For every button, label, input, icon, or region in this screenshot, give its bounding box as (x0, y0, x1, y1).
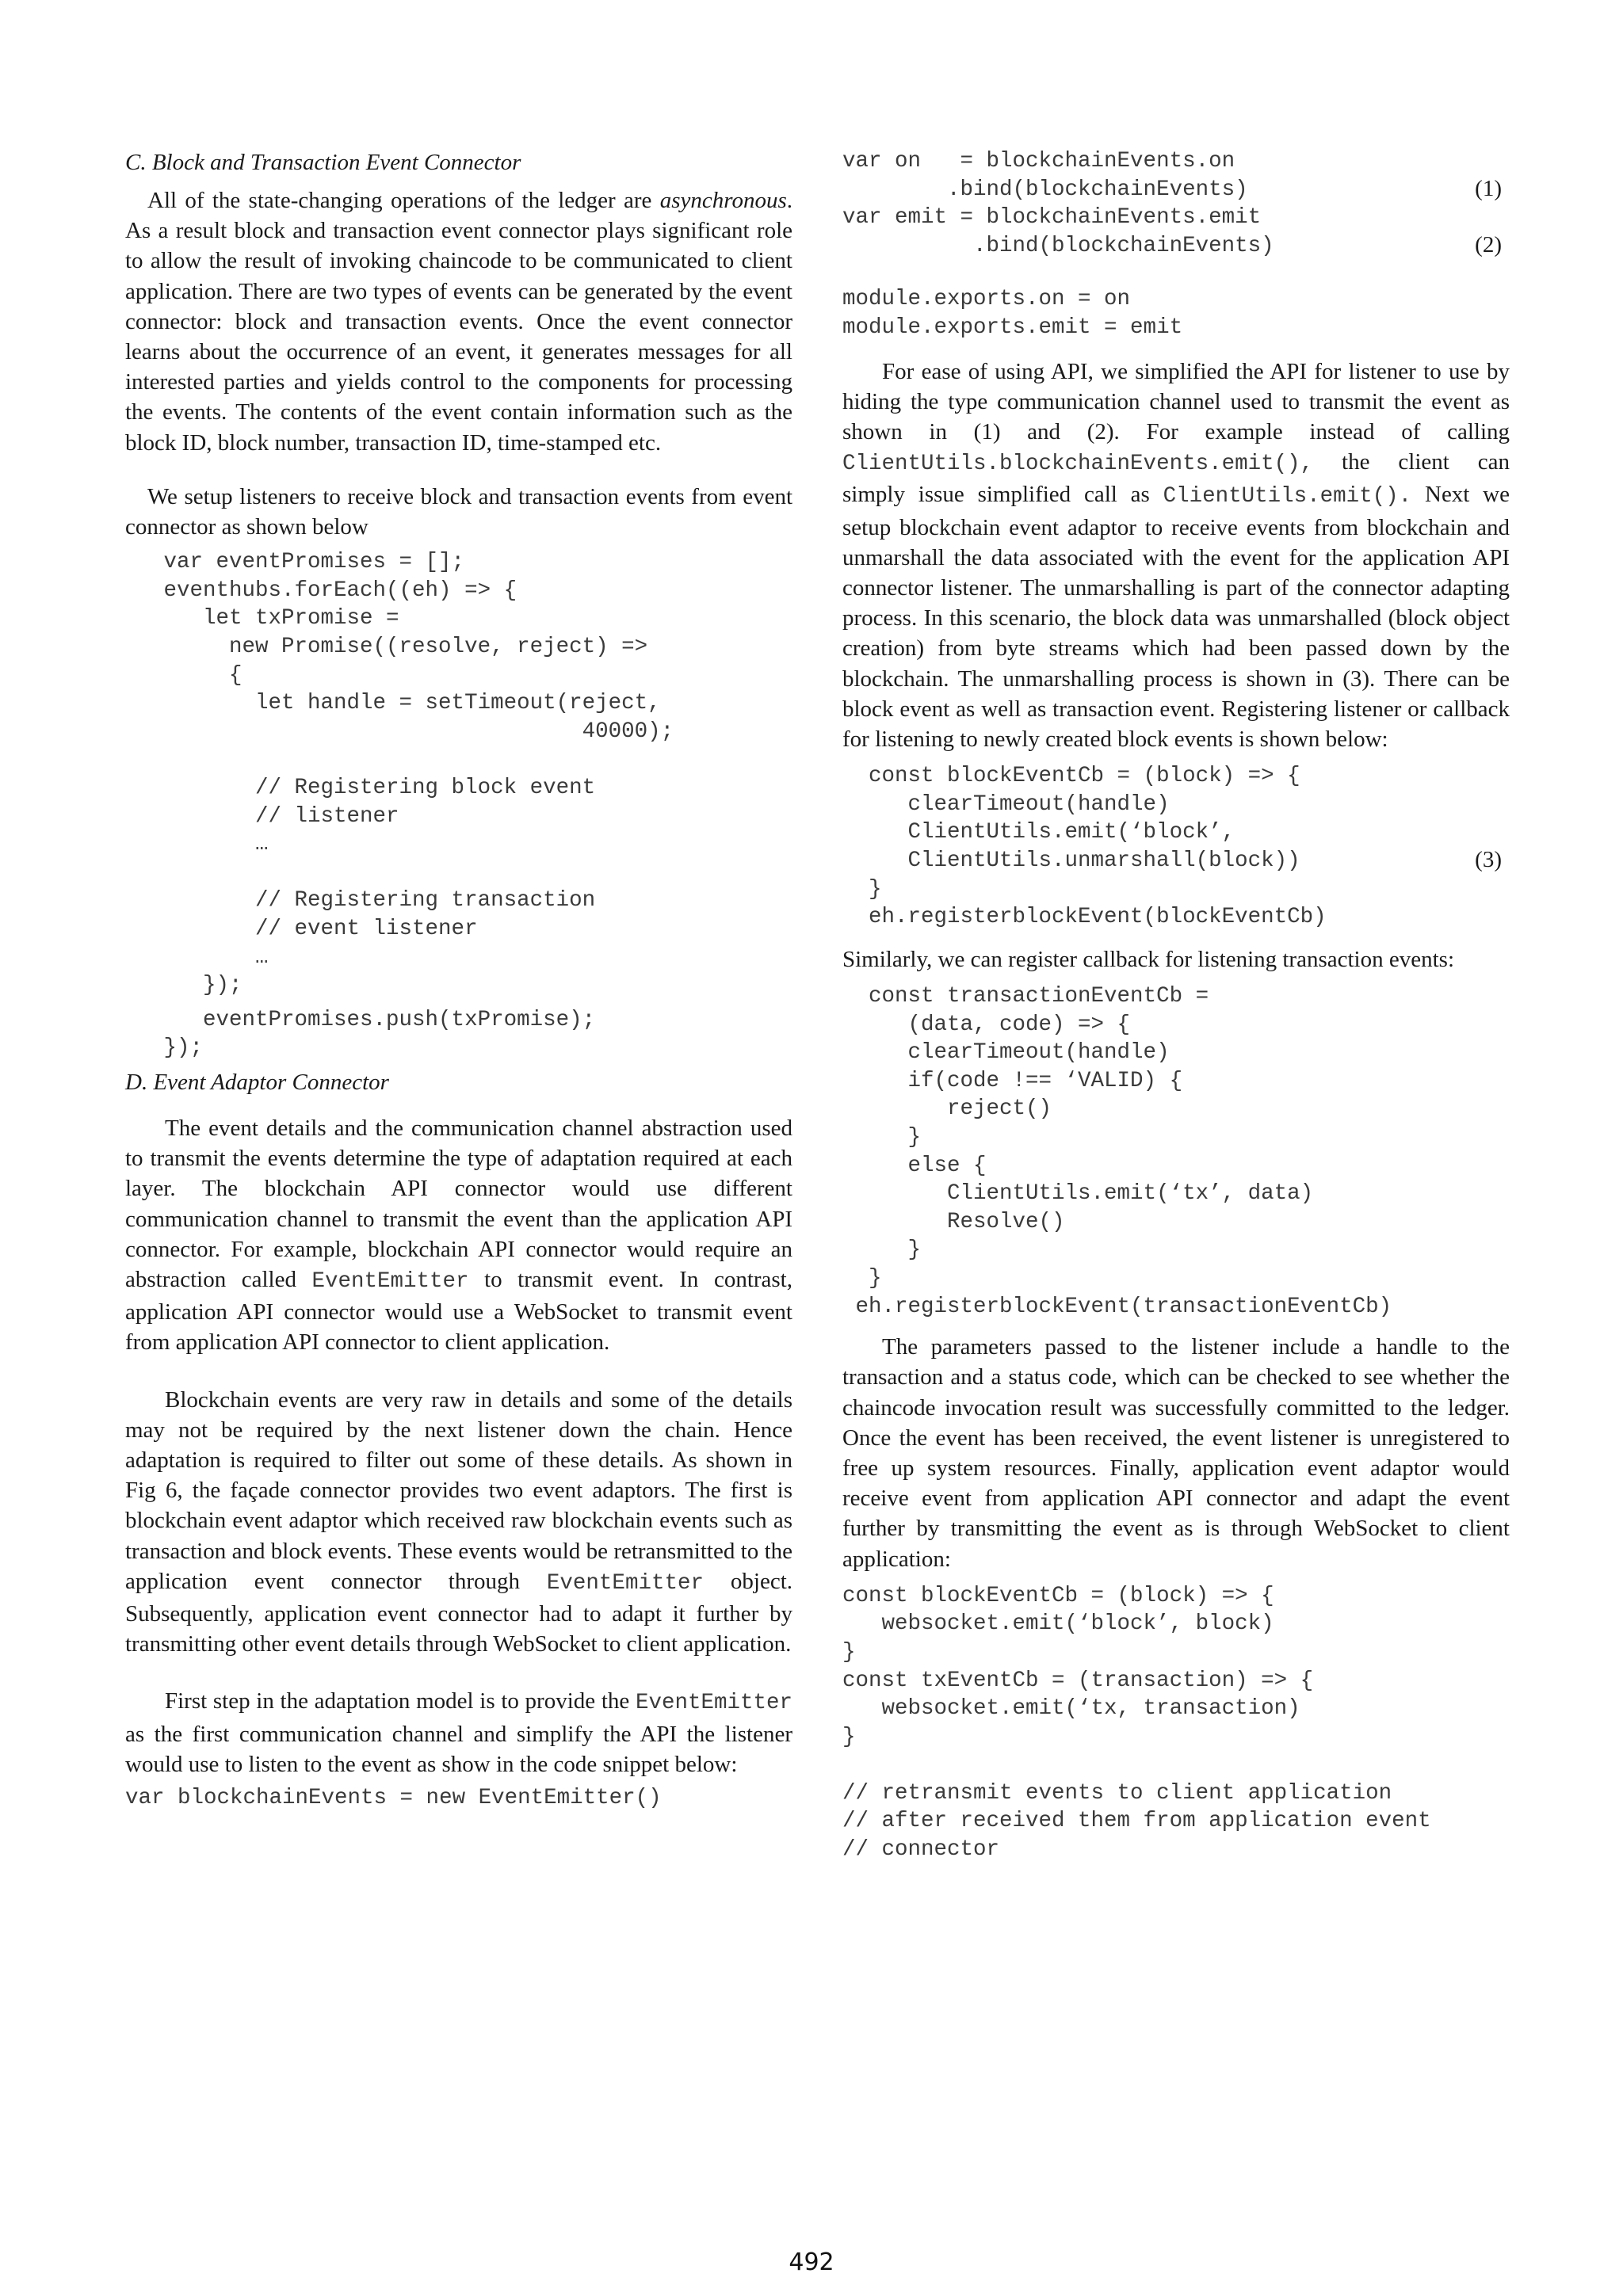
left-column (125, 147, 792, 1813)
code-eq3-line: ClientUtils.unmarshall(block)) (842, 848, 1300, 873)
code-block-listeners-tail: eventPromises.push(txPromise); }); (163, 1007, 596, 1061)
code-module-exports: module.exports.on = on module.exports.emit = emit (842, 287, 1183, 340)
code-block-event-register: } eh.registerblockEvent(blockEventCb) (869, 876, 1327, 930)
paragraph-d3: First step in the adaptation model is to provide the EventEmitter as the first communication channel and simplify the API the listener would use to listen to the event as show in the code snippet below: (125, 1688, 792, 1777)
code-transaction-event-cb: const transactionEventCb = (data, code) => { clearTimeout(handle) if(code !== ‘VALID) { reject() } else { ClientUtils.emit(‘tx’, data) Resolve() } } eh.registerblockEvent(transactionEventCb) (855, 983, 1392, 1319)
equation-1 (842, 176, 1510, 204)
code-eq1-line2: .bind(blockchainEvents) (842, 177, 1248, 202)
section-heading-d: D. Event Adaptor Connector (125, 1069, 389, 1095)
code-eq2-line2: .bind(blockchainEvents) (842, 233, 1274, 258)
section-heading-c: C. Block and Transaction Event Connector (125, 150, 521, 175)
equation-number-2: (2) (1475, 231, 1502, 257)
paragraph-r1: For ease of using API, we simplified the API for listener to use by hiding the type communication channel used to transmit the event as shown in (1) and (2). For example instead of calling ClientUtils.blockchainEvents.emit(), the client can simply issue simplified call as ClientUtils.emit(). Next we setup blockchain event adaptor to receive events from blockchain and unmarshall the data associated with the event for the application API connector listener. The unmarshalling is part of the connector adapting process. In this scenario, the block data was unmarshalled (block object creation) from byte streams which had been passed down by the blockchain. The unmarshalling process is shown in (3). There can be block event as well as transaction event. Registering listener or callback for listening to newly created block events is shown below: (842, 358, 1510, 752)
code-line-eventemitter: var blockchainEvents = new EventEmitter() (125, 1785, 662, 1810)
paragraph-r3: The parameters passed to the listener include a handle to the transaction and a status code, which can be checked to see whether the chaincode invocation result was successfully committed to the ledger. Once the event has been received, the event listener is unregistered to free up system resources. Finally, application event adaptor would receive event from application API connector and adapt the event further by transmitting the event as is through WebSocket to client application: (842, 1334, 1510, 1572)
equation-3 (842, 847, 1510, 875)
paragraph-r2: Similarly, we can register callback for listening transaction events: (842, 946, 1454, 972)
equation-number-1: (1) (1475, 175, 1502, 201)
code-websocket-adaptor: const blockEventCb = (block) => { websocket.emit(‘block’, block) } const txEventCb = (transaction) => { websocket.emit(‘tx, transaction) } // retransmit events to client application // after received them from application event // connector (842, 1583, 1431, 1863)
code-block-event-cb: const blockEventCb = (block) => { clearTimeout(handle) ClientUtils.emit(‘block’, (869, 764, 1300, 845)
paragraph-c2: We setup listeners to receive block and transaction events from event connector as shown below (125, 483, 792, 540)
code-eq2-line1: var emit = blockchainEvents.emit (842, 205, 1262, 231)
paragraph-d2: Blockchain events are very raw in details and some of the details may not be required by the next listener down the chain. Hence adaptation is required to filter out some of these details. As shown in Fig 6, the façade connector provides two event adaptors. The first is blockchain event adaptor which received raw blockchain events such as transaction and block events. These events would be retransmitted to the application event connector through EventEmitter object. Subsequently, application event connector had to adapt it further by transmitting other event details through WebSocket to client application. (125, 1386, 793, 1657)
right-column (842, 147, 1510, 1864)
paragraph-d1: The event details and the communication channel abstraction used to transmit the events determine the type of adaptation required at each layer. The blockchain API connector would use different communication channel to transmit the event than the application API connector. For example, blockchain API connector would require an abstraction called EventEmitter to transmit event. In contrast, application API connector would use a WebSocket to transmit event from application API connector to client application. (125, 1115, 792, 1356)
equation-number-3: (3) (1475, 846, 1502, 872)
page-number: 492 (789, 2248, 834, 2276)
equation-2 (842, 232, 1510, 261)
code-eq1-line1: var on = blockchainEvents.on (842, 149, 1235, 174)
paragraph-c1: All of the state-changing operations of the ledger are asynchronous. As a result block and transaction event connector plays significant role to allow the result of invoking chaincode to be communicated to client application. There are two types of events can be generated by the event connector: block and transaction events. Once the event connector learns about the occurrence of an event, it generates messages for all interested parties and yields control to the components for processing the events. The contents of the event contain information such as the block ID, block number, transaction ID, time-stamped etc. (125, 188, 792, 456)
code-block-listeners: var eventPromises = []; eventhubs.forEach((eh) => { let txPromise = new Promise((resolve, reject) => { let handle = setTimeout(reject, 40000); // Registering block event // listener … // Registering transaction // event listener … }); (163, 550, 674, 998)
